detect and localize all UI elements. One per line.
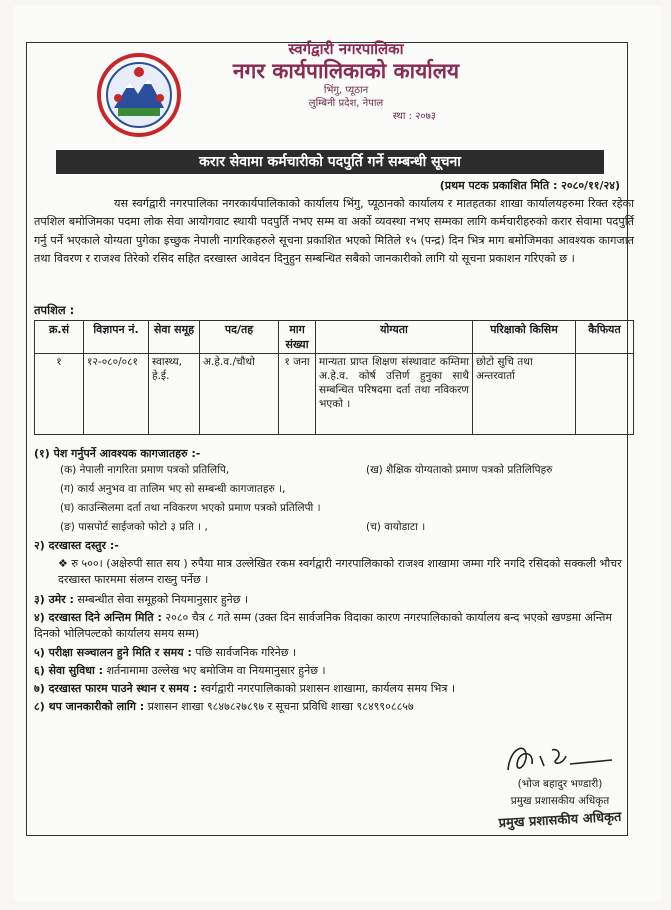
col-exam-type: परिक्षाको किसिम: [473, 321, 576, 354]
cell-remarks: [576, 354, 634, 435]
table-row: [35, 354, 634, 435]
notice-title: करार सेवामा कर्मचारीको पदपुर्ति गर्ने सम्बन्धी सूचना: [56, 150, 604, 174]
section-facilities: ६) सेवा सुविधा : शर्तनामामा उल्लेख भए बमोजिम वा नियमानुसार हुनेछ ।: [34, 664, 326, 677]
section-contact: ८) थप जानकारीको लागि : प्रशासन शाखा ९८४७८२७८९७ र सूचना प्रविधि शाखा ९८४९९०८८५७: [34, 700, 414, 713]
col-demand: माग संख्या: [279, 321, 316, 354]
signature-mark: [500, 736, 616, 780]
col-sn: क्र.सं: [35, 321, 84, 354]
col-remarks: कैफियत: [576, 321, 634, 354]
cell-ad-no: १२-०८०/०८१: [84, 354, 149, 435]
published-date: (प्रथम पटक प्रकाशित मिति : २०८०/११/२४): [439, 179, 620, 192]
section-age: ३) उमेर : सम्बन्धीत सेवा समूहको नियमानुसार हुनेछ ।: [34, 593, 249, 606]
intro-paragraph: यस स्वर्गद्वारी नगरपालिका नगरकार्यपालिकाको कार्यालय भिंगु, प्यूठानको कार्यालय र मातहतका शाखा कार्यालयहरुमा रिक्त रहेका तपशिल बमोजिमका पदमा लोक सेवा आयोगवाट स्थायी पदपुर्ति नभए सम्म वा अर्को व्यवस्था नभए सम्मका लागि कर्मचारीहरुको करार सेवामा पदपुर्ति गर्नु पर्ने भएकाले योग्यता पुगेका इच्छुक नेपाली नागरिकहरुले सूचना प्रकाशित भएको मितिले १५ (पन्द्र) दिन भित्र माग बमोजिमका आवश्यक कागजात तथा विवरण र राजश्व तिरेको रसिद सहित दरखास्त आवेदन दिनुहुन सम्बन्धित सबैको जानकारीको लागि यो सूचना प्रकाशन गरिएको छ ।: [34, 197, 634, 266]
section-exam-date: ५) परीक्षा सञ्चालन हुने मिति र समय : पछि सार्वजनिक गरिनेछ ।: [34, 646, 297, 659]
table-header-row: [35, 321, 634, 354]
col-service: सेवा समूह: [149, 321, 200, 354]
cell-post: अ.हे.व./चौथो: [200, 354, 279, 435]
office-name: नगर कार्यपालिकाको कार्यालय: [232, 59, 460, 83]
established-year: स्था : २०७३: [392, 111, 436, 122]
section-fee-text: ❖ रु ५००। (अक्षेरुपी सात सय ) रुपैया मात्र उल्लेखित रकम स्वर्गद्वारी नगरपालिकाको राजश्व शाखामा जम्मा गरि नगदि रसिदको सक्कली भौचर दरखास्त फारममा संलग्न राख्नु पर्नेछ ।: [58, 557, 622, 586]
section-deadline: ४) दरखास्त दिने अन्तिम मिति : २०८० चैत्र ८ गते सम्म (उक्त दिन सार्वजनिक विदाका कारण नगरपालिकाको कार्यालय बन्द भएको खण्डमा अन्तिम दिनको भोलिपल्टको कार्यालय समय सम्म): [34, 611, 613, 640]
signatory-block: [470, 776, 650, 810]
cell-qualification: मान्यता प्राप्त शिक्षण संस्थावाट कम्तिमा अ.हे.व. कोर्ष उत्तिर्ण हुनुका साथै सम्बन्धित परिषदमा दर्ता तथा नविकरण भएको ।: [316, 354, 473, 435]
details-label: तपशिल :: [34, 303, 75, 317]
col-post: पद/तह: [200, 321, 279, 354]
section-documents-heading: (१) पेश गर्नुपर्ने आवश्यक कागजातहरु :-: [34, 447, 201, 460]
signatory-name: (भोज बहादुर भण्डारी): [517, 778, 603, 790]
document-item: (घ) काउन्सिलमा दर्ता तथा नविकरण भएको प्रमाण पत्रको प्रतिलिपी ।: [60, 502, 321, 514]
document-item: (क) नेपाली नागरिता प्रमाण पत्रको प्रतिलिपि,: [60, 464, 230, 476]
designation-stamp: प्रमुख प्रशासकीय अधिकृत: [498, 809, 622, 832]
office-province: लुम्बिनी प्रदेश, नेपाल: [308, 98, 384, 109]
municipality-logo: [96, 52, 182, 138]
section-form-place: ७) दरखास्त फारम पाउने स्थान र समय : स्वर्गद्वारी नगरपालिकाको प्रशासन शाखामा, कार्यलय समय भित्र ।: [34, 682, 456, 695]
col-ad-no: विज्ञापन नं.: [84, 321, 149, 354]
office-header: [226, 40, 466, 123]
section-fee-heading: २) दरखास्त दस्तुर :-: [34, 539, 119, 552]
document-item: (च) वायोडाटा ।: [366, 521, 426, 533]
cell-service: स्वास्थ्य, हे.ई.: [149, 354, 200, 435]
vacancy-table: [34, 320, 634, 435]
document-item: (ग) कार्य अनुभव वा तालिम भए सो सम्बन्धी कागजातहरु ।,: [60, 483, 286, 495]
signatory-designation: प्रमुख प्रशासकीय अधिकृत: [510, 795, 610, 807]
office-location: भिंगु, प्यूठान: [323, 85, 369, 96]
document-item: (ख) शैक्षिक योग्यताको प्रमाण पत्रको प्रतिलिपिहरु: [366, 464, 553, 476]
col-qualification: योग्यता: [316, 321, 473, 354]
municipality-name: स्वर्गद्वारी नगरपालिका: [288, 40, 404, 58]
document-item: (ङ) पासपोर्ट साईजको फोटो ३ प्रति । ,: [60, 521, 208, 533]
cell-sn: १: [35, 354, 84, 435]
cell-exam-type: छोटो सुचि तथा अन्तरवार्ता: [473, 354, 576, 435]
cell-demand: १ जना: [279, 354, 316, 435]
